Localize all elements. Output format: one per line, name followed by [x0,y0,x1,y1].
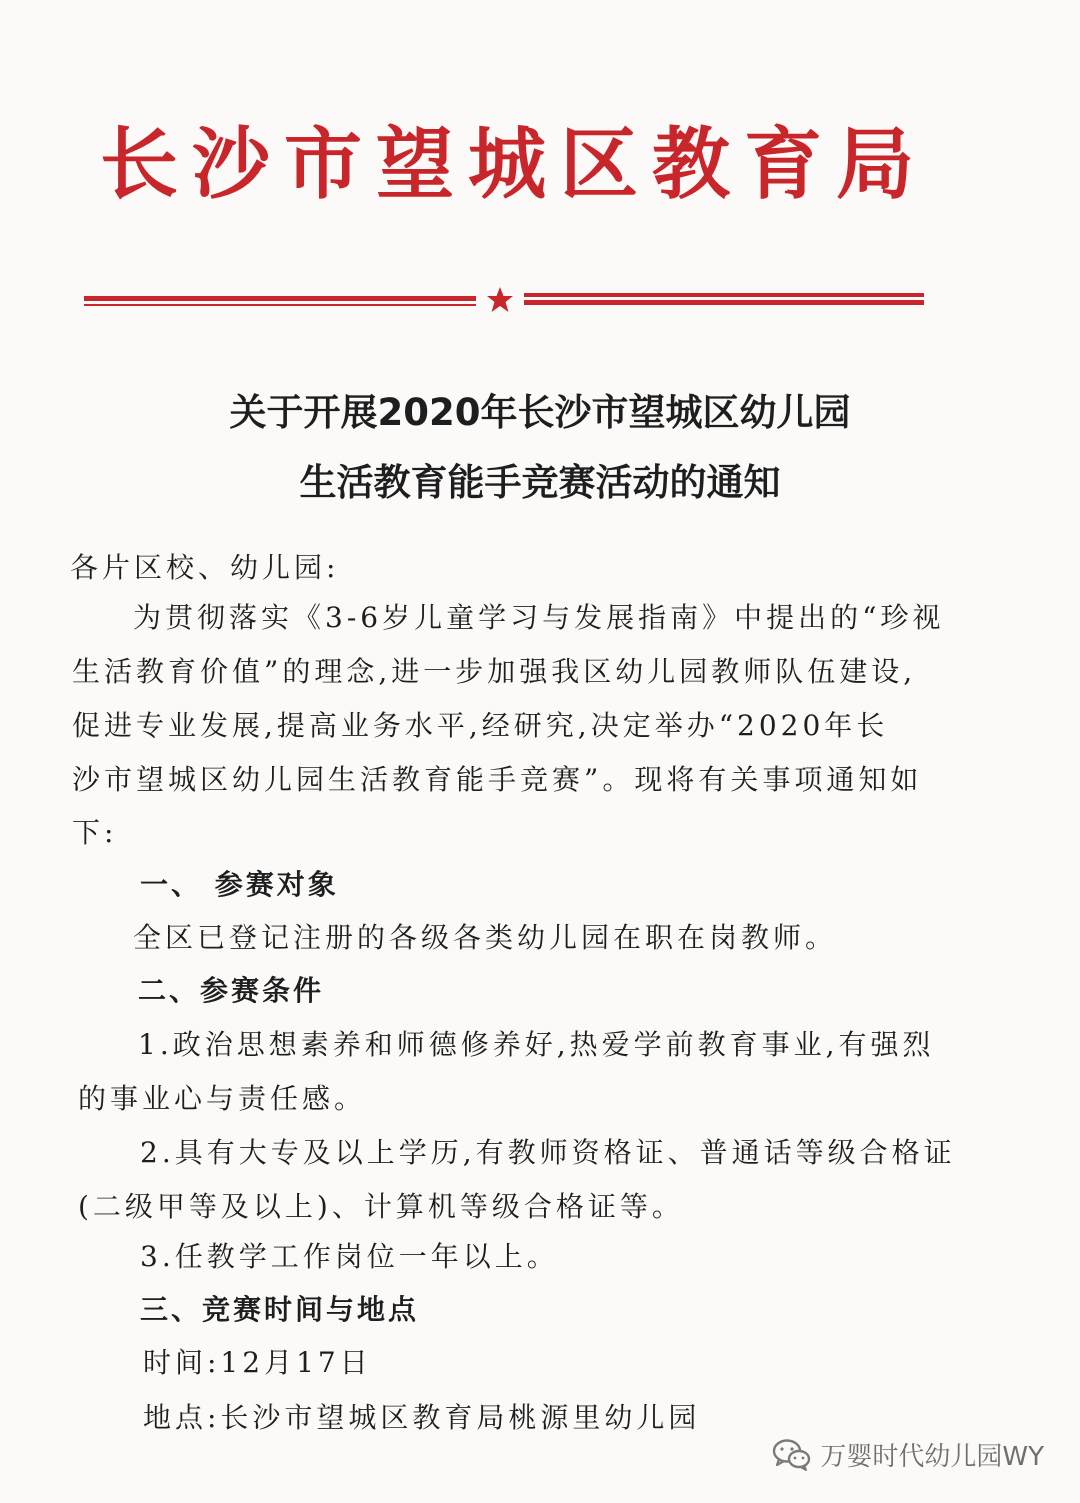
condition-item-3: 3.任教学工作岗位一年以上。 [140,1240,559,1273]
divider-left-thin [84,304,476,306]
intro-line: 下: [72,816,118,849]
wechat-icon [772,1438,812,1472]
salutation: 各片区校、幼儿园: [70,551,340,584]
document-title-line-1: 关于开展2020年长沙市望城区幼儿园 [229,391,851,434]
watermark-text: 万婴时代幼儿园WY [820,1442,1044,1472]
divider-left-thick [84,296,476,301]
intro-line: 生活教育价值”的理念,进一步加强我区幼儿园教师队伍建设, [72,655,917,688]
competition-time: 时间:12月17日 [143,1346,372,1379]
divider-right-thick [524,293,924,297]
condition-item-1: 1.政治思想素养和师德修养好,热爱学前教育事业,有强烈 [138,1028,935,1061]
section-3-heading: 三、竞赛时间与地点 [140,1293,420,1326]
agency-header: 长沙市望城区教育局 [100,119,929,210]
star-icon [487,287,513,312]
document-title-line-2: 生活教育能手竞赛活动的通知 [299,461,781,504]
header-divider [84,284,924,316]
account-watermark [772,1436,1044,1473]
intro-line: 为贯彻落实《3-6岁儿童学习与发展指南》中提出的“珍视 [133,601,945,634]
condition-item-2: 2.具有大专及以上学历,有教师资格证、普通话等级合格证 [140,1136,956,1169]
section-2-heading: 二、参赛条件 [138,974,325,1007]
condition-item-1-continued: 的事业心与责任感。 [78,1082,367,1115]
divider-right-thin [524,300,924,305]
section-1-heading: 一、 参赛对象 [140,868,339,901]
intro-line: 沙市望城区幼儿园生活教育能手竞赛”。现将有关事项通知如 [72,763,923,796]
section-1-text: 全区已登记注册的各级各类幼儿园在职在岗教师。 [133,921,838,954]
competition-location: 地点:长沙市望城区教育局桃源里幼儿园 [143,1401,701,1434]
intro-line: 促进专业发展,提高业务水平,经研究,决定举办“2020年长 [72,709,889,742]
condition-item-2-continued: (二级甲等及以上)、计算机等级合格证等。 [78,1190,684,1223]
